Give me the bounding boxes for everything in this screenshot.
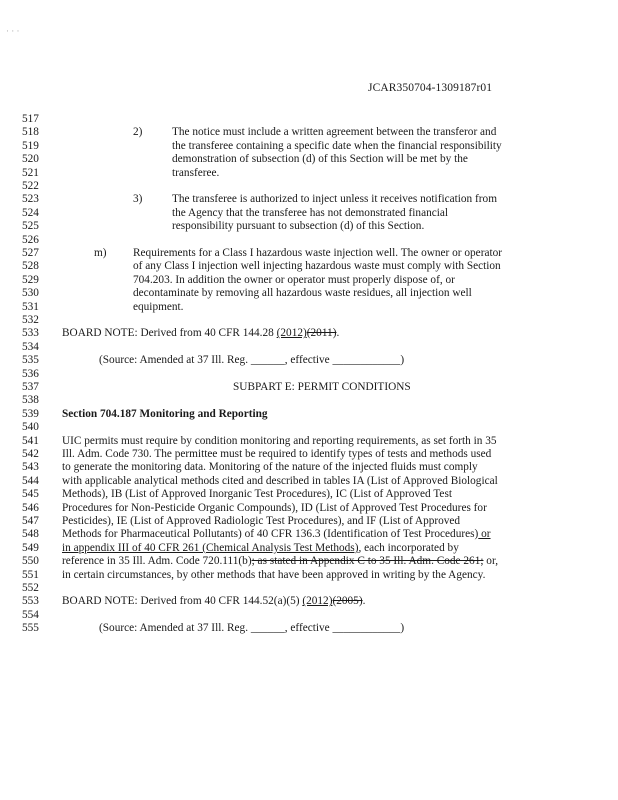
line-number: 534 — [22, 340, 39, 353]
line-538 — [0, 394, 618, 407]
line-number: 549 — [22, 541, 39, 554]
line-number: 555 — [22, 622, 39, 635]
source-note-1 — [99, 354, 404, 367]
note-suffix: . — [362, 595, 366, 608]
line-number: 552 — [22, 582, 39, 594]
body-text: Methods), IB (List of Approved Inorganic Test Procedures), IC (List of Approved Test — [62, 488, 452, 501]
line-551 — [0, 569, 618, 582]
line-number: 518 — [22, 126, 39, 139]
source-note-2 — [99, 622, 404, 635]
line-number: 541 — [22, 434, 39, 447]
line-number: 542 — [22, 448, 39, 460]
line-number: 551 — [22, 568, 39, 581]
line-number: 530 — [22, 287, 39, 300]
line-number: 526 — [22, 233, 39, 246]
line-number: 522 — [22, 180, 39, 192]
item-2-text: demonstration of subsection (d) of this Section will be met by the — [172, 153, 468, 166]
line-number: 548 — [22, 528, 39, 541]
section-number: Section 704.187 — [62, 407, 137, 420]
line-527 — [0, 247, 618, 260]
line-528 — [0, 260, 618, 273]
source-text: , effective — [284, 354, 333, 367]
line-530 — [0, 287, 618, 300]
line-number: 554 — [22, 608, 39, 621]
subpart-heading: SUBPART E: PERMIT CONDITIONS — [233, 381, 411, 393]
line-539 — [0, 408, 618, 421]
line-547 — [0, 515, 618, 528]
line-535 — [0, 354, 618, 367]
body-segment: or, — [483, 555, 499, 568]
source-text: (Source: Amended at 37 Ill. Reg. — [99, 622, 251, 635]
line-536 — [0, 368, 618, 381]
line-541 — [0, 435, 618, 448]
inserted-text: (2012) — [276, 327, 307, 340]
line-552 — [0, 582, 618, 595]
line-540 — [0, 421, 618, 434]
body-text — [62, 555, 498, 568]
line-524 — [0, 207, 618, 220]
line-number: 545 — [22, 488, 39, 501]
line-number: 527 — [22, 247, 39, 259]
line-number: 528 — [22, 260, 39, 273]
line-517 — [0, 113, 618, 126]
line-521 — [0, 167, 618, 180]
line-544 — [0, 475, 618, 488]
line-number: 540 — [22, 421, 39, 434]
line-number: 524 — [22, 206, 39, 219]
line-545 — [0, 488, 618, 501]
source-text: , effective — [284, 622, 333, 635]
body-segment: Methods for Pharmaceutical Pollutants) of 40 CFR 136.3 (Identification of Test Procedures) — [62, 528, 479, 541]
item-2-text: The notice must include a written agreement between the transferor and — [172, 126, 497, 139]
body-text: UIC permits must require by condition monitoring and reporting requirements, as set forth in 35 — [62, 434, 497, 447]
line-number: 538 — [22, 394, 39, 407]
line-531 — [0, 301, 618, 314]
body-text: Pesticides), IE (List of Approved Radiologic Test Procedures), and IF (List of Approved — [62, 515, 461, 527]
line-519 — [0, 140, 618, 153]
line-number: 520 — [22, 153, 39, 166]
line-548 — [0, 528, 618, 541]
item-3-text: responsibility pursuant to subsection (d) of this Section. — [172, 220, 425, 233]
line-553 — [0, 595, 618, 608]
source-text: ) — [400, 354, 405, 367]
note-text: BOARD NOTE: Derived from 40 CFR 144.52(a)(5) — [62, 595, 303, 608]
line-number: 544 — [22, 474, 39, 487]
line-number: 523 — [22, 193, 39, 206]
item-2-text: transferee. — [172, 166, 220, 179]
line-number: 553 — [22, 595, 39, 608]
line-520 — [0, 153, 618, 166]
line-554 — [0, 609, 618, 622]
line-549 — [0, 542, 618, 555]
line-number: 543 — [22, 461, 39, 474]
scan-artifact: · · · — [6, 26, 20, 36]
line-number: 537 — [22, 381, 39, 393]
body-text: with applicable analytical methods cited and described in tables IA (List of Approved Biological — [62, 474, 498, 487]
body-text: Procedures for Non-Pesticide Organic Compounds), ID (List of Approved Test Procedures for — [62, 501, 487, 514]
item-m-label: m) — [94, 247, 107, 259]
body-segment: reference in 35 Ill. Adm. Code 720.111(b) — [62, 555, 252, 568]
item-2-text: the transferee containing a specific date when the financial responsibility — [172, 139, 502, 152]
line-550 — [0, 555, 618, 568]
line-533 — [0, 327, 618, 340]
deleted-text: (2011) — [306, 327, 337, 340]
line-number: 546 — [22, 501, 39, 514]
item-3-label: 3) — [133, 193, 143, 206]
note-text: BOARD NOTE: Derived from 40 CFR 144.28 — [62, 327, 277, 340]
item-m-text: 704.203. In addition the owner or operator must properly dispose of, or — [133, 273, 455, 286]
body-text: to generate the monitoring data. Monitoring of the nature of the injected fluids must comply — [62, 461, 478, 474]
source-text: ) — [400, 622, 405, 635]
item-3-text: The transferee is authorized to inject unless it receives notification from — [172, 193, 497, 206]
line-534 — [0, 341, 618, 354]
deleted-text: (2005) — [332, 595, 363, 608]
line-543 — [0, 461, 618, 474]
line-523 — [0, 193, 618, 206]
body-text: in certain circumstances, by other methods that have been approved in writing by the Agency. — [62, 568, 486, 581]
line-529 — [0, 274, 618, 287]
line-532 — [0, 314, 618, 327]
body-text — [62, 528, 491, 541]
line-526 — [0, 234, 618, 247]
line-522 — [0, 180, 618, 193]
body-segment: , each incorporated by — [358, 541, 459, 554]
line-number: 519 — [22, 139, 39, 152]
line-518 — [0, 126, 618, 139]
line-number: 529 — [22, 273, 39, 286]
line-555 — [0, 622, 618, 635]
line-number: 532 — [22, 314, 39, 326]
line-number: 517 — [22, 113, 39, 125]
line-number: 550 — [22, 555, 39, 568]
section-title: Monitoring and Reporting — [139, 407, 268, 420]
item-3-text: the Agency that the transferee has not demonstrated financial — [172, 206, 449, 219]
blank-field: ______ — [250, 622, 285, 635]
item-2-label: 2) — [133, 126, 143, 139]
item-m-text: of any Class I injection well injecting hazardous waste must comply with Section — [133, 260, 501, 273]
item-m-text: Requirements for a Class I hazardous waste injection well. The owner or operator — [133, 247, 503, 259]
board-note-1 — [62, 327, 339, 340]
line-number: 533 — [22, 327, 39, 340]
section-heading — [62, 408, 268, 421]
deleted-text: ; as stated in Appendix C to 35 Ill. Adm. Code 261; — [251, 555, 484, 568]
line-546 — [0, 502, 618, 515]
line-number: 521 — [22, 166, 39, 179]
blank-field: ____________ — [332, 622, 401, 635]
line-number: 539 — [22, 407, 39, 420]
line-number: 525 — [22, 220, 39, 233]
note-suffix: . — [336, 327, 340, 340]
line-542 — [0, 448, 618, 461]
board-note-2 — [62, 595, 365, 608]
inserted-text: in appendix III of 40 CFR 261 (Chemical Analysis Test Methods) — [62, 541, 359, 554]
line-number: 547 — [22, 515, 39, 527]
line-number: 536 — [22, 367, 39, 380]
blank-field: ____________ — [332, 354, 401, 367]
line-525 — [0, 220, 618, 233]
inserted-text: or — [478, 528, 491, 541]
item-m-text: equipment. — [133, 300, 184, 313]
inserted-text: (2012) — [302, 595, 333, 608]
body-text — [62, 542, 459, 555]
line-number: 531 — [22, 300, 39, 313]
line-number: 535 — [22, 354, 39, 367]
document-id: JCAR350704-1309187r01 — [368, 82, 493, 94]
blank-field: ______ — [250, 354, 285, 367]
body-text: Ill. Adm. Code 730. The permittee must be required to identify types of tests and methods used — [62, 448, 492, 460]
line-537 — [0, 381, 618, 394]
item-m-text: decontaminate by removing all hazardous waste residues, all injection well — [133, 287, 472, 300]
source-text: (Source: Amended at 37 Ill. Reg. — [99, 354, 251, 367]
